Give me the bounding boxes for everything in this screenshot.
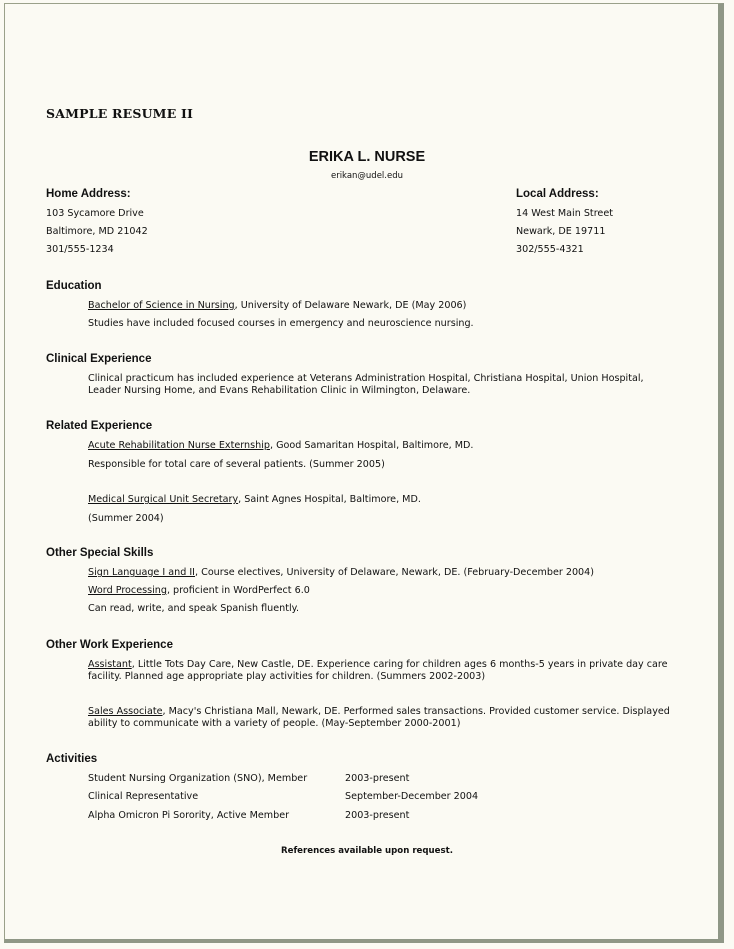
work-job1-title: Assistant xyxy=(88,659,132,670)
work-job2-title: Sales Associate xyxy=(88,706,163,717)
education-note: Studies have included focused courses in emergency and neuroscience nursing. xyxy=(88,318,474,329)
local-phone: 302/555-4321 xyxy=(516,244,584,255)
work-job2 xyxy=(88,706,673,730)
degree-title: Bachelor of Science in Nursing xyxy=(88,300,235,311)
local-address-line1: 14 West Main Street xyxy=(516,208,613,219)
related-job1-details: , Good Samaritan Hospital, Baltimore, MD. xyxy=(269,440,474,451)
activity-date: 2003-present xyxy=(345,810,410,821)
document-title: SAMPLE RESUME II xyxy=(46,106,194,121)
activities-heading: Activities xyxy=(46,753,98,765)
related-job2-title: Medical Surgical Unit Secretary xyxy=(88,494,239,505)
activity-name: Student Nursing Organization (SNO), Member xyxy=(88,773,308,784)
local-address-title: Local Address: xyxy=(516,188,599,200)
clinical-text: Clinical practicum has included experience at Veterans Administration Hospital, Christiana Hospital, Union Hospital, Leader Nursing Home, and Evans Rehabilitation Clinic in Wilmington, Delaware. xyxy=(88,373,644,396)
work-job1-details: , Little Tots Day Care, New Castle, DE. Experience caring for children ages 6 months-5 years in private day care facility. Planned age appropriate play activities for children. (Summers 2002-2003) xyxy=(88,659,668,682)
home-address-title: Home Address: xyxy=(46,188,131,200)
work-heading: Other Work Experience xyxy=(46,639,173,651)
related-job2-desc: (Summer 2004) xyxy=(88,513,164,524)
skill2-details: , proficient in WordPerfect 6.0 xyxy=(166,585,310,596)
home-address-line2: Baltimore, MD 21042 xyxy=(46,226,148,237)
home-phone: 301/555-1234 xyxy=(46,244,114,255)
candidate-name: ERIKA L. NURSE xyxy=(308,149,426,165)
skill1-line xyxy=(88,567,594,578)
skill1-details: , Course electives, University of Delaware, Newark, DE. (February-December 2004) xyxy=(195,567,594,578)
skill2-title: Word Processing xyxy=(88,585,167,596)
skill3: Can read, write, and speak Spanish fluently. xyxy=(88,603,300,614)
email: erikan@udel.edu xyxy=(330,171,404,181)
education-heading: Education xyxy=(46,280,102,292)
work-job1 xyxy=(88,659,673,683)
skill1-title: Sign Language I and II xyxy=(88,567,196,578)
work-job2-details: , Macy's Christiana Mall, Newark, DE. Performed sales transactions. Provided customer service. Displayed ability to communicate with a variety of people. (May-September 2000-2001) xyxy=(88,706,670,729)
page-border xyxy=(4,3,724,943)
related-job1-title: Acute Rehabilitation Nurse Externship xyxy=(88,440,270,451)
related-job1-desc: Responsible for total care of several patients. (Summer 2005) xyxy=(88,459,385,470)
degree-details: , University of Delaware Newark, DE (May 2006) xyxy=(234,300,467,311)
local-address-line2: Newark, DE 19711 xyxy=(516,226,606,237)
home-address-line1: 103 Sycamore Drive xyxy=(46,208,144,219)
related-heading: Related Experience xyxy=(46,420,153,432)
references-note: References available upon request. xyxy=(281,846,453,856)
activity-name: Alpha Omicron Pi Sorority, Active Member xyxy=(88,810,290,821)
related-job1-line xyxy=(88,440,473,451)
skills-heading: Other Special Skills xyxy=(46,547,154,559)
activity-date: 2003-present xyxy=(345,773,410,784)
education-degree-line xyxy=(88,300,466,311)
clinical-heading: Clinical Experience xyxy=(46,353,152,365)
skill2-line xyxy=(88,585,310,596)
related-job2-line xyxy=(88,494,421,505)
activity-name: Clinical Representative xyxy=(88,791,199,802)
related-job2-details: , Saint Agnes Hospital, Baltimore, MD. xyxy=(238,494,421,505)
activity-date: September-December 2004 xyxy=(345,791,479,802)
